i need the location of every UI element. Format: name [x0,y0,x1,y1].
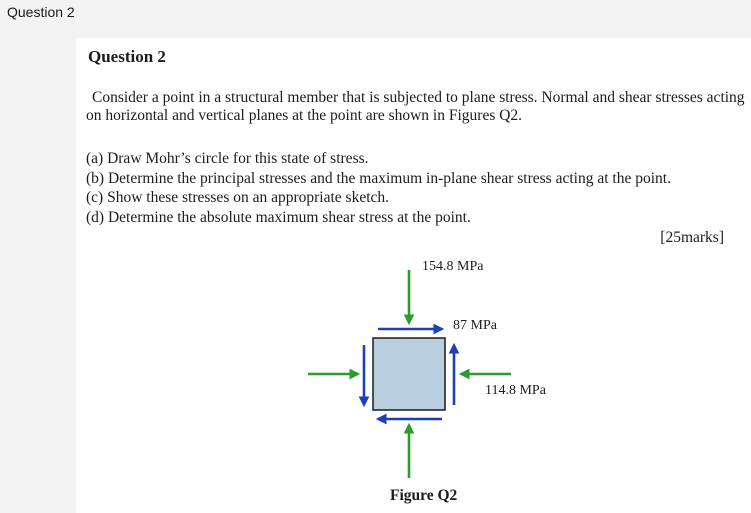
figure-caption: Figure Q2 [390,487,458,504]
horizontal-stress-label: 114.8 MPa [485,383,546,398]
stress-element-figure [76,38,751,513]
part-d: (d) Determine the absolute maximum shear stress at the point. [86,208,471,226]
marks-label: [25marks] [660,229,724,246]
vertical-stress-label: 154.8 MPa [422,259,484,274]
question-title: Question 2 [88,47,166,66]
part-b: (b) Determine the principal stresses and the maximum in-plane shear stress acting at the point. [86,169,671,187]
page-heading: Question 2 [7,4,75,20]
shear-stress-label: 87 MPa [453,318,497,333]
question-panel [76,38,751,513]
part-a: (a) Draw Mohr’s circle for this state of stress. [86,150,369,167]
question-intro: Consider a point in a structural member that is subjected to plane stress. Normal and shear stresses acting on horizontal and vertical planes at the point are shown in Figures Q2. [86,89,745,124]
part-c: (c) Show these stresses on an appropriate sketch. [86,189,390,206]
stress-element [373,338,445,410]
